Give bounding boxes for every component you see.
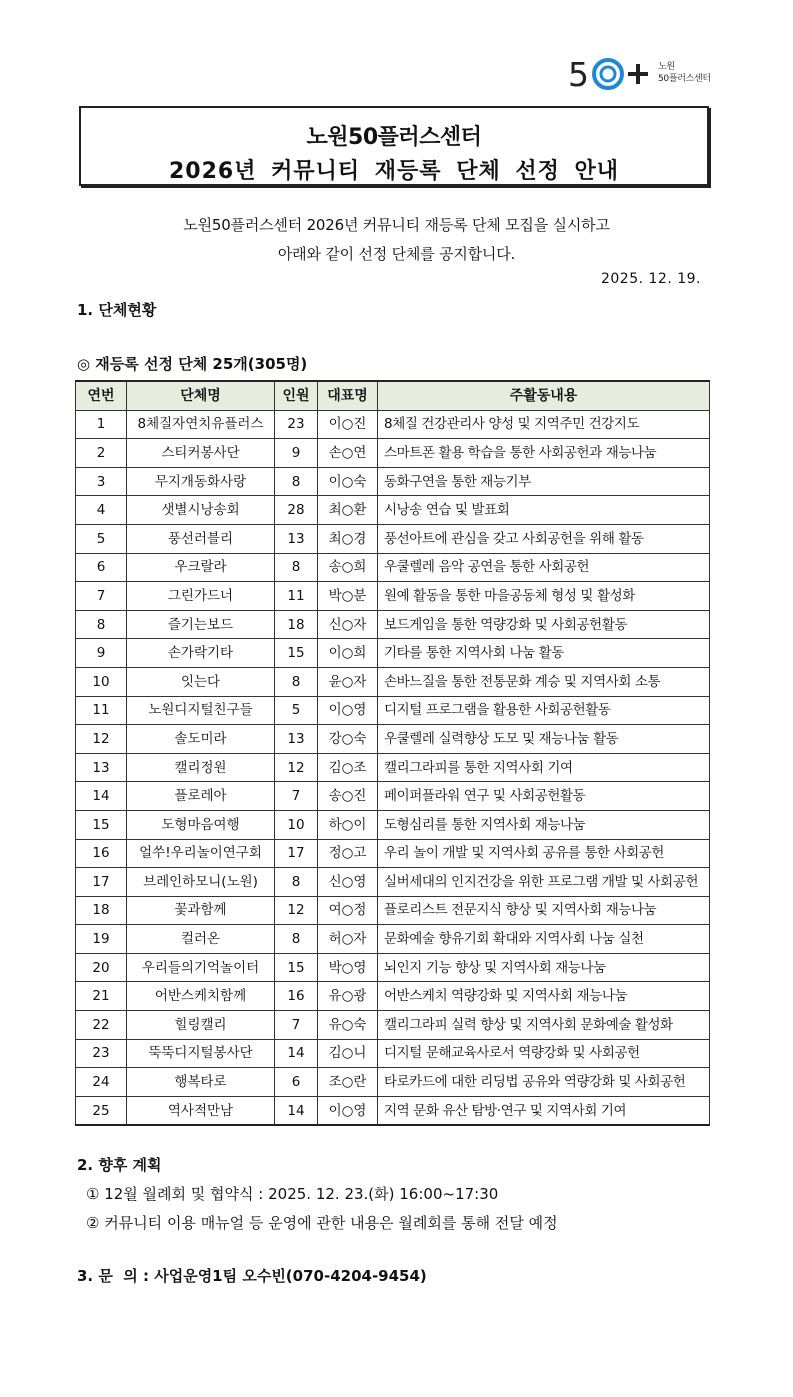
table-row bbox=[76, 467, 710, 496]
cell-activity: 페이퍼플라워 연구 및 사회공헌활동 bbox=[378, 782, 710, 811]
cell-activity: 문화예술 향유기회 확대와 지역사회 나눔 실천 bbox=[378, 925, 710, 954]
cell-representative: 유○광 bbox=[318, 982, 378, 1011]
cell-activity: 캘리그라피를 통한 지역사회 기여 bbox=[378, 753, 710, 782]
cell-members: 7 bbox=[275, 1011, 318, 1040]
title-box bbox=[79, 106, 709, 186]
cell-no: 21 bbox=[76, 982, 127, 1011]
header-no: 연번 bbox=[76, 381, 127, 410]
cell-representative: 박○영 bbox=[318, 953, 378, 982]
table-row bbox=[76, 410, 710, 439]
section1-heading: 1. 단체현황 bbox=[77, 301, 157, 319]
cell-activity: 도형심리를 통한 지역사회 재능나눔 bbox=[378, 810, 710, 839]
table-row bbox=[76, 667, 710, 696]
cell-group-name: 힐링캘리 bbox=[127, 1011, 275, 1040]
section2-heading: 2. 향후 계획 bbox=[77, 1156, 162, 1174]
cell-no: 19 bbox=[76, 925, 127, 954]
cell-activity: 스마트폰 활용 학습을 통한 사회공헌과 재능나눔 bbox=[378, 439, 710, 468]
cell-activity: 캘리그라피 실력 향상 및 지역사회 문화예술 활성화 bbox=[378, 1011, 710, 1040]
cell-members: 10 bbox=[275, 810, 318, 839]
cell-no: 16 bbox=[76, 839, 127, 868]
cell-group-name: 뚝뚝디지털봉사단 bbox=[127, 1039, 275, 1068]
cell-representative: 하○이 bbox=[318, 810, 378, 839]
cell-representative: 박○분 bbox=[318, 582, 378, 611]
cell-group-name: 꽃과함께 bbox=[127, 896, 275, 925]
cell-no: 23 bbox=[76, 1039, 127, 1068]
cell-group-name: 우리들의기억놀이터 bbox=[127, 953, 275, 982]
table-row bbox=[76, 1068, 710, 1097]
header-representative: 대표명 bbox=[318, 381, 378, 410]
table-row bbox=[76, 753, 710, 782]
cell-activity: 어반스케치 역량강화 및 지역사회 재능나눔 bbox=[378, 982, 710, 1011]
section1-subheading: ◎ 재등록 선정 단체 25개(305명) bbox=[77, 355, 308, 373]
cell-members: 8 bbox=[275, 553, 318, 582]
cell-group-name: 역사적만남 bbox=[127, 1096, 275, 1125]
cell-representative: 윤○자 bbox=[318, 667, 378, 696]
cell-group-name: 행복타로 bbox=[127, 1068, 275, 1097]
title-line1: 노원50플러스센터 bbox=[306, 125, 482, 150]
cell-members: 15 bbox=[275, 953, 318, 982]
cell-members: 12 bbox=[275, 896, 318, 925]
cell-group-name: 도형마음여행 bbox=[127, 810, 275, 839]
cell-representative: 김○니 bbox=[318, 1039, 378, 1068]
table-row bbox=[76, 439, 710, 468]
cell-activity: 기타를 통한 지역사회 나눔 활동 bbox=[378, 639, 710, 668]
cell-activity: 디지털 문해교육사로서 역량강화 및 사회공헌 bbox=[378, 1039, 710, 1068]
cell-representative: 정○고 bbox=[318, 839, 378, 868]
cell-group-name: 캘리정원 bbox=[127, 753, 275, 782]
cell-activity: 뇌인지 기능 향상 및 지역사회 재능나눔 bbox=[378, 953, 710, 982]
cell-activity: 타로카드에 대한 리딩법 공유와 역량강화 및 사회공헌 bbox=[378, 1068, 710, 1097]
cell-activity: 지역 문화 유산 탐방·연구 및 지역사회 기여 bbox=[378, 1096, 710, 1125]
cell-members: 11 bbox=[275, 582, 318, 611]
cell-no: 12 bbox=[76, 725, 127, 754]
cell-no: 15 bbox=[76, 810, 127, 839]
cell-group-name: 솔도미라 bbox=[127, 725, 275, 754]
header-activity: 주활동내용 bbox=[378, 381, 710, 410]
cell-no: 2 bbox=[76, 439, 127, 468]
cell-no: 8 bbox=[76, 610, 127, 639]
notice-date: 2025. 12. 19. bbox=[600, 271, 701, 287]
table-row bbox=[76, 782, 710, 811]
cell-activity: 우쿨렐레 실력향상 도모 및 재능나눔 활동 bbox=[378, 725, 710, 754]
cell-no: 7 bbox=[76, 582, 127, 611]
table-row bbox=[76, 639, 710, 668]
cell-group-name: 그린가드너 bbox=[127, 582, 275, 611]
cell-representative: 이○영 bbox=[318, 696, 378, 725]
cell-representative: 신○자 bbox=[318, 610, 378, 639]
header-group-name: 단체명 bbox=[127, 381, 275, 410]
cell-activity: 시낭송 연습 및 발표회 bbox=[378, 496, 710, 525]
cell-members: 23 bbox=[275, 410, 318, 439]
cell-representative: 송○진 bbox=[318, 782, 378, 811]
cell-no: 5 bbox=[76, 524, 127, 553]
cell-no: 10 bbox=[76, 667, 127, 696]
cell-representative: 허○자 bbox=[318, 925, 378, 954]
cell-group-name: 무지개동화사랑 bbox=[127, 467, 275, 496]
group-table bbox=[75, 380, 710, 1126]
intro-line2: 아래와 같이 선정 단체를 공지합니다. bbox=[277, 245, 516, 263]
cell-members: 8 bbox=[275, 667, 318, 696]
cell-no: 17 bbox=[76, 868, 127, 897]
table-row bbox=[76, 610, 710, 639]
cell-representative: 강○숙 bbox=[318, 725, 378, 754]
cell-group-name: 즐기는보드 bbox=[127, 610, 275, 639]
cell-no: 20 bbox=[76, 953, 127, 982]
cell-activity: 8체질 건강관리사 양성 및 지역주민 건강지도 bbox=[378, 410, 710, 439]
cell-group-name: 브레인하모니(노원) bbox=[127, 868, 275, 897]
table-row bbox=[76, 953, 710, 982]
table-row bbox=[76, 1011, 710, 1040]
cell-representative: 이○영 bbox=[318, 1096, 378, 1125]
table-row bbox=[76, 725, 710, 754]
contact-heading: 3. 문 의 : 사업운영1팀 오수빈(070-4204-9454) bbox=[77, 1267, 427, 1285]
cell-representative: 이○숙 bbox=[318, 467, 378, 496]
cell-no: 13 bbox=[76, 753, 127, 782]
cell-members: 9 bbox=[275, 439, 318, 468]
cell-representative: 여○정 bbox=[318, 896, 378, 925]
cell-members: 12 bbox=[275, 753, 318, 782]
cell-activity: 원예 활동을 통한 마을공동체 형성 및 활성화 bbox=[378, 582, 710, 611]
cell-activity: 실버세대의 인지건강을 위한 프로그램 개발 및 사회공헌 bbox=[378, 868, 710, 897]
cell-members: 13 bbox=[275, 524, 318, 553]
cell-members: 15 bbox=[275, 639, 318, 668]
cell-group-name: 어반스케치함께 bbox=[127, 982, 275, 1011]
table-row bbox=[76, 1039, 710, 1068]
cell-members: 28 bbox=[275, 496, 318, 525]
cell-no: 4 bbox=[76, 496, 127, 525]
table-row bbox=[76, 839, 710, 868]
cell-members: 8 bbox=[275, 868, 318, 897]
cell-group-name: 우크랄라 bbox=[127, 553, 275, 582]
cell-group-name: 손가락기타 bbox=[127, 639, 275, 668]
table-row bbox=[76, 696, 710, 725]
logo-50plus-mark bbox=[568, 54, 654, 94]
cell-representative: 김○조 bbox=[318, 753, 378, 782]
cell-members: 17 bbox=[275, 839, 318, 868]
plan-item-1: ① 12월 월례회 및 협약식 : 2025. 12. 23.(화) 16:00~17:30 bbox=[86, 1185, 499, 1203]
cell-representative: 신○영 bbox=[318, 868, 378, 897]
table-row bbox=[76, 810, 710, 839]
table-row bbox=[76, 982, 710, 1011]
cell-group-name: 풍선러블리 bbox=[127, 524, 275, 553]
cell-members: 5 bbox=[275, 696, 318, 725]
svg-text:5: 5 bbox=[568, 55, 589, 94]
cell-activity: 우리 놀이 개발 및 지역사회 공유를 통한 사회공헌 bbox=[378, 839, 710, 868]
cell-activity: 손바느질을 통한 전통문화 계승 및 지역사회 소통 bbox=[378, 667, 710, 696]
cell-members: 8 bbox=[275, 925, 318, 954]
table-row bbox=[76, 1096, 710, 1125]
cell-group-name: 8체질자연치유플러스 bbox=[127, 410, 275, 439]
cell-activity: 우쿨렐레 음악 공연을 통한 사회공헌 bbox=[378, 553, 710, 582]
cell-group-name: 잇는다 bbox=[127, 667, 275, 696]
cell-members: 7 bbox=[275, 782, 318, 811]
table-row bbox=[76, 553, 710, 582]
cell-no: 9 bbox=[76, 639, 127, 668]
table-row bbox=[76, 925, 710, 954]
cell-group-name: 컬러온 bbox=[127, 925, 275, 954]
cell-group-name: 스티커봉사단 bbox=[127, 439, 275, 468]
cell-representative: 송○희 bbox=[318, 553, 378, 582]
cell-group-name: 얼쑤!우리놀이연구회 bbox=[127, 839, 275, 868]
cell-members: 6 bbox=[275, 1068, 318, 1097]
cell-group-name: 플로레아 bbox=[127, 782, 275, 811]
table-row bbox=[76, 896, 710, 925]
cell-group-name: 샛별시낭송회 bbox=[127, 496, 275, 525]
cell-members: 14 bbox=[275, 1039, 318, 1068]
logo-text bbox=[658, 61, 711, 85]
cell-activity: 동화구연을 통한 재능기부 bbox=[378, 467, 710, 496]
cell-members: 14 bbox=[275, 1096, 318, 1125]
title-line2: 2026년 커뮤니티 재등록 단체 선정 안내 bbox=[168, 159, 620, 184]
center-logo bbox=[568, 54, 728, 100]
table-row bbox=[76, 496, 710, 525]
cell-representative: 손○연 bbox=[318, 439, 378, 468]
table-body bbox=[76, 410, 710, 1125]
cell-no: 14 bbox=[76, 782, 127, 811]
cell-representative: 이○진 bbox=[318, 410, 378, 439]
cell-no: 6 bbox=[76, 553, 127, 582]
cell-no: 3 bbox=[76, 467, 127, 496]
cell-activity: 디지털 프로그램을 활용한 사회공헌활동 bbox=[378, 696, 710, 725]
table-header-row bbox=[76, 381, 710, 410]
cell-members: 18 bbox=[275, 610, 318, 639]
cell-no: 18 bbox=[76, 896, 127, 925]
cell-representative: 조○란 bbox=[318, 1068, 378, 1097]
logo-line1: 노원 bbox=[658, 62, 675, 72]
cell-members: 8 bbox=[275, 467, 318, 496]
table-row bbox=[76, 582, 710, 611]
cell-representative: 유○숙 bbox=[318, 1011, 378, 1040]
cell-representative: 이○희 bbox=[318, 639, 378, 668]
cell-no: 25 bbox=[76, 1096, 127, 1125]
cell-no: 11 bbox=[76, 696, 127, 725]
header-members: 인원 bbox=[275, 381, 318, 410]
logo-line2: 50플러스센터 bbox=[658, 74, 711, 84]
cell-activity: 풍선아트에 관심을 갖고 사회공헌을 위해 활동 bbox=[378, 524, 710, 553]
cell-no: 24 bbox=[76, 1068, 127, 1097]
cell-members: 13 bbox=[275, 725, 318, 754]
cell-representative: 최○환 bbox=[318, 496, 378, 525]
cell-group-name: 노원디지털친구들 bbox=[127, 696, 275, 725]
cell-no: 1 bbox=[76, 410, 127, 439]
plan-item-2: ② 커뮤니티 이용 매뉴얼 등 운영에 관한 내용은 월례회를 통해 전달 예정 bbox=[86, 1214, 558, 1232]
intro-line1: 노원50플러스센터 2026년 커뮤니티 재등록 단체 모집을 실시하고 bbox=[183, 216, 610, 234]
cell-representative: 최○경 bbox=[318, 524, 378, 553]
table-row bbox=[76, 868, 710, 897]
table-row bbox=[76, 524, 710, 553]
cell-activity: 플로리스트 전문지식 향상 및 지역사회 재능나눔 bbox=[378, 896, 710, 925]
cell-no: 22 bbox=[76, 1011, 127, 1040]
cell-members: 16 bbox=[275, 982, 318, 1011]
cell-activity: 보드게임을 통한 역량강화 및 사회공헌활동 bbox=[378, 610, 710, 639]
